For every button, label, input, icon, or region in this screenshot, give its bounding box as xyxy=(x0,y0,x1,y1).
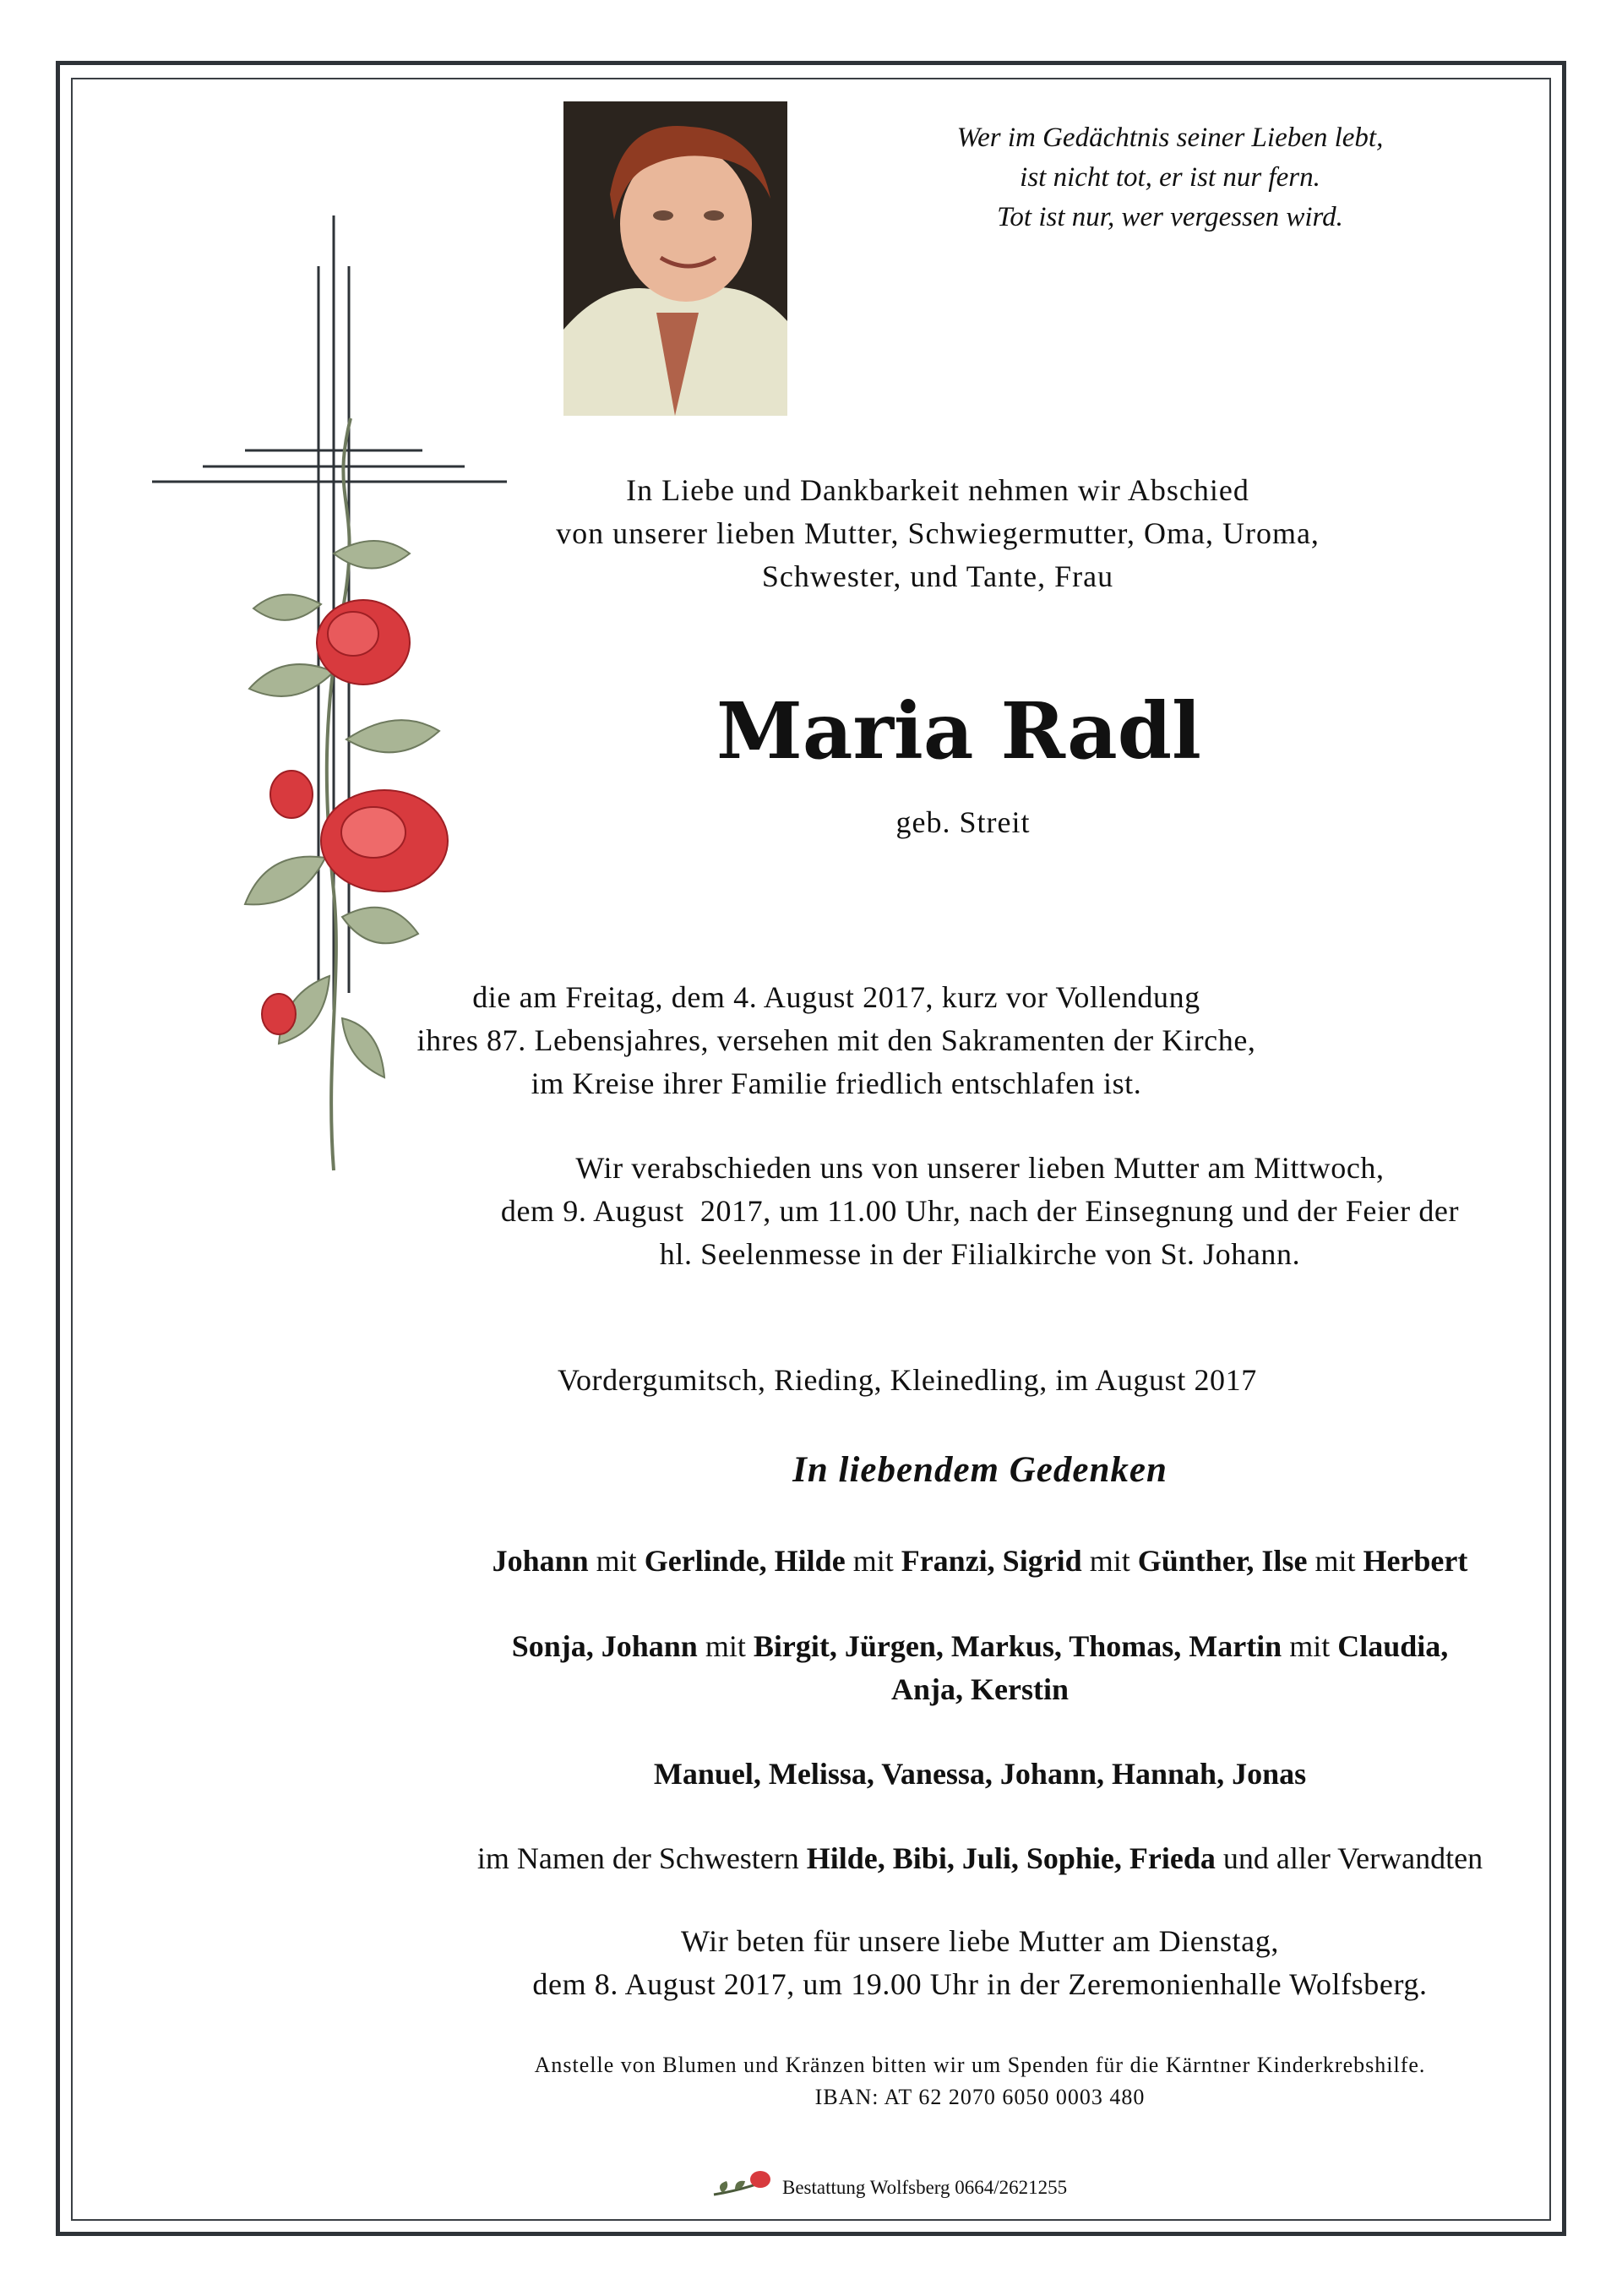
family-word: mit xyxy=(1081,1544,1138,1578)
family-name: Johann xyxy=(492,1544,589,1578)
family-word: mit xyxy=(1282,1629,1338,1663)
family-name: Gerlinde, Hilde xyxy=(644,1544,846,1578)
family-name: Sonja, Johann xyxy=(511,1629,698,1663)
prayer-line-2: dem 8. August 2017, um 19.00 Uhr in der Zeremonienhalle Wolfsberg. xyxy=(532,1967,1428,2001)
family-name: Franzi, Sigrid xyxy=(901,1544,1082,1578)
death-line-2: ihres 87. Lebensjahres, versehen mit den Sakramenten der Kirche, xyxy=(416,1023,1256,1057)
prayer-line-1: Wir beten für unsere liebe Mutter am Dienstag, xyxy=(681,1924,1279,1958)
donation-iban: IBAN: AT 62 2070 6050 0003 480 xyxy=(814,2085,1146,2109)
place-date: Vordergumitsch, Rieding, Kleinedling, im August 2017 xyxy=(558,1363,1257,1397)
donation-notice xyxy=(372,2049,1588,2113)
intro-line-1: In Liebe und Dankbarkeit nehmen wir Abschied xyxy=(626,473,1249,507)
remembrance-heading: In liebendem Gedenken xyxy=(792,1450,1168,1490)
family-word: mit xyxy=(697,1629,754,1663)
family-name: Herbert xyxy=(1363,1544,1468,1578)
rose-logo-icon xyxy=(710,2168,777,2211)
family-word: mit xyxy=(845,1544,901,1578)
deceased-name: Maria Radl xyxy=(716,685,1201,777)
motto-line-3: Tot ist nur, wer vergessen wird. xyxy=(997,202,1343,232)
family-word: im Namen der Schwestern xyxy=(476,1841,807,1875)
family-name: Manuel, Melissa, Vanessa, Johann, Hannah, Jonas xyxy=(653,1757,1307,1791)
family-row-grandchildren xyxy=(406,1625,1554,1711)
death-line-3: im Kreise ihrer Familie friedlich entschlafen ist. xyxy=(531,1066,1142,1100)
funeral-home-contact: Bestattung Wolfsberg 0664/2621255 xyxy=(782,2176,1068,2198)
prayer-notice xyxy=(372,1920,1588,2006)
family-row-great-grandchildren xyxy=(473,1753,1487,1796)
portrait-photo xyxy=(563,101,787,416)
motto-line-1: Wer im Gedächtnis seiner Lieben lebt, xyxy=(956,123,1384,153)
family-name: Anja, Kerstin xyxy=(891,1672,1069,1706)
intro-text xyxy=(473,469,1402,598)
motto-line-2: ist nicht tot, er ist nur fern. xyxy=(1020,162,1320,193)
funeral-line-3: hl. Seelenmesse in der Filialkirche von St. Johann. xyxy=(659,1237,1301,1271)
intro-line-3: Schwester, und Tante, Frau xyxy=(761,559,1114,593)
family-row-children xyxy=(372,1540,1588,1583)
family-word: und aller Verwandten xyxy=(1215,1841,1483,1875)
funeral-line-1: Wir verabschieden uns von unserer lieben Mutter am Mittwoch, xyxy=(575,1151,1385,1185)
funeral-notice xyxy=(372,1147,1588,1276)
family-name: Birgit, Jürgen, Markus, Thomas, Martin xyxy=(753,1629,1282,1663)
family-name: Günther, Ilse xyxy=(1137,1544,1308,1578)
death-line-1: die am Freitag, dem 4. August 2017, kurz vor Vollendung xyxy=(472,980,1200,1014)
donation-line-1: Anstelle von Blumen und Kränzen bitten wir um Spenden für die Kärntner Kinderkrebshilfe. xyxy=(534,2053,1426,2077)
memorial-motto xyxy=(925,118,1415,237)
family-name: Hilde, Bibi, Juli, Sophie, Frieda xyxy=(806,1841,1216,1875)
death-notice xyxy=(389,976,1284,1105)
family-row-siblings xyxy=(355,1837,1605,1880)
portrait-image xyxy=(563,101,787,416)
family-word: mit xyxy=(1307,1544,1363,1578)
intro-line-2: von unserer lieben Mutter, Schwiegermutter, Oma, Uroma, xyxy=(556,516,1320,550)
maiden-name: geb. Streit xyxy=(895,805,1031,839)
family-word: mit xyxy=(588,1544,645,1578)
funeral-line-2: dem 9. August 2017, um 11.00 Uhr, nach der Einsegnung und der Feier der xyxy=(500,1194,1460,1228)
funeral-home-footer xyxy=(710,2168,1216,2201)
family-name: Claudia, xyxy=(1337,1629,1449,1663)
